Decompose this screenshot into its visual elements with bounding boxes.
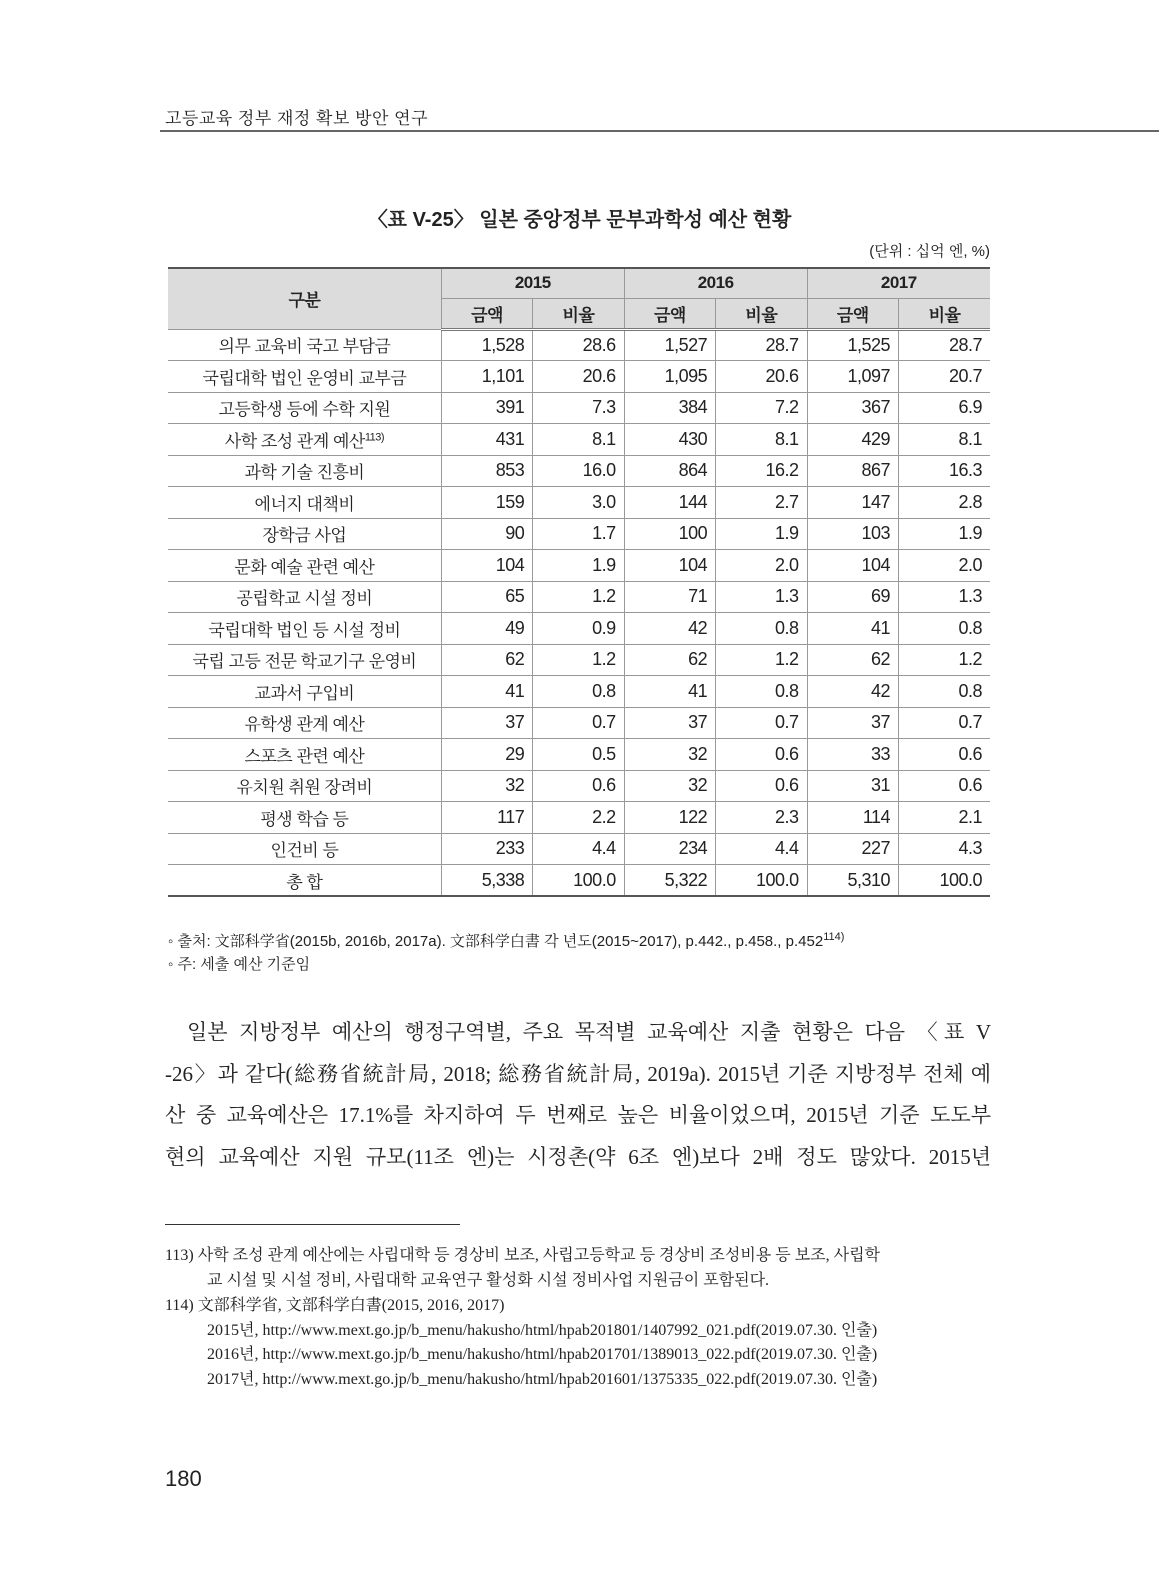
row-label — [168, 518, 441, 550]
amount-cell: 864 — [624, 455, 715, 487]
ratio-cell: 3.0 — [533, 487, 624, 519]
footnote-113-cont: 교 시설 및 시설 정비, 사립대학 교육연구 활성화 시설 정비사업 지원금이 포함된다. — [207, 1272, 770, 1289]
ratio-cell: 0.7 — [533, 707, 624, 739]
ratio-cell: 0.8 — [899, 613, 990, 645]
ratio-cell: 8.1 — [716, 424, 807, 456]
ratio-cell: 1.2 — [533, 644, 624, 676]
amount-cell: 41 — [624, 676, 715, 708]
source-footnote-ref: 114) — [823, 931, 845, 943]
ratio-cell: 4.4 — [533, 833, 624, 865]
page-number: 180 — [165, 1466, 202, 1491]
amount-cell: 227 — [807, 833, 898, 865]
amount-cell: 33 — [807, 739, 898, 771]
ratio-cell: 2.0 — [716, 550, 807, 582]
table-row — [168, 329, 990, 361]
amount-cell: 104 — [441, 550, 532, 582]
amount-cell: 90 — [441, 518, 532, 550]
amount-cell: 104 — [624, 550, 715, 582]
table-row — [168, 487, 990, 519]
footnote-114: 114) 文部科学省, 文部科学白書(2015, 2016, 2017) — [165, 1297, 505, 1314]
row-label — [168, 865, 441, 897]
ratio-cell: 1.9 — [533, 550, 624, 582]
amount-cell: 42 — [624, 613, 715, 645]
row-label — [168, 770, 441, 802]
amount-cell: 367 — [807, 392, 898, 424]
ratio-cell: 100.0 — [533, 865, 624, 897]
amount-cell: 114 — [807, 802, 898, 834]
ratio-cell: 0.6 — [533, 770, 624, 802]
amount-cell: 100 — [624, 518, 715, 550]
amount-cell: 431 — [441, 424, 532, 456]
row-label — [168, 581, 441, 613]
row-label-text: 국립 고등 전문 학교기구 운영비 — [192, 652, 417, 672]
amount-cell: 32 — [624, 770, 715, 802]
row-label — [168, 329, 441, 361]
ratio-cell: 1.3 — [716, 581, 807, 613]
row-label — [168, 392, 441, 424]
amount-cell: 430 — [624, 424, 715, 456]
amount-cell: 103 — [807, 518, 898, 550]
footnote-114-link: 2016년, http://www.mext.go.jp/b_menu/hakusho/html/hpab201701/1389013_022.pdf(2019.07.30. 인출) — [207, 1346, 878, 1363]
row-label-text: 평생 학습 등 — [260, 809, 349, 829]
ratio-header: 비율 — [899, 298, 990, 329]
ratio-header: 비율 — [533, 298, 624, 329]
year-header: 2015 — [441, 268, 624, 298]
row-label — [168, 802, 441, 834]
ratio-cell: 2.8 — [899, 487, 990, 519]
ratio-cell: 6.9 — [899, 392, 990, 424]
ratio-cell: 1.2 — [716, 644, 807, 676]
amount-cell: 37 — [624, 707, 715, 739]
amount-cell: 37 — [807, 707, 898, 739]
amount-cell: 853 — [441, 455, 532, 487]
row-label-text: 스포츠 관련 예산 — [244, 746, 365, 766]
amount-cell: 147 — [807, 487, 898, 519]
table-row — [168, 581, 990, 613]
row-label-text: 문화 예술 관련 예산 — [234, 557, 375, 577]
body-paragraph-line: 현의 교육예산 지원 규모(11조 엔)는 시정촌(약 6조 엔)보다 2배 정도 많았다. 2015년 — [165, 1145, 991, 1169]
table-row — [168, 455, 990, 487]
table-row — [168, 392, 990, 424]
ratio-cell: 2.7 — [716, 487, 807, 519]
table-row — [168, 865, 990, 897]
amount-cell: 104 — [807, 550, 898, 582]
amount-cell: 159 — [441, 487, 532, 519]
ratio-cell: 0.6 — [899, 739, 990, 771]
table-title: 〈표 V-25〉 일본 중앙정부 문부과학성 예산 현황 — [367, 209, 792, 231]
row-label — [168, 833, 441, 865]
amount-cell: 62 — [807, 644, 898, 676]
row-label-text: 인건비 등 — [270, 841, 339, 861]
ratio-cell: 16.2 — [716, 455, 807, 487]
amount-cell: 384 — [624, 392, 715, 424]
ratio-cell: 1.9 — [899, 518, 990, 550]
amount-header: 금액 — [441, 298, 532, 329]
table-row — [168, 770, 990, 802]
table-row — [168, 676, 990, 708]
amount-cell: 1,101 — [441, 361, 532, 393]
table-row — [168, 739, 990, 771]
row-label — [168, 676, 441, 708]
row-label-text: 사학 조성 관계 예산 — [224, 431, 365, 451]
amount-cell: 144 — [624, 487, 715, 519]
amount-cell: 234 — [624, 833, 715, 865]
note-text: ◦ 주: 세출 예산 기준임 — [168, 956, 311, 973]
amount-cell: 1,528 — [441, 329, 532, 361]
table-row — [168, 361, 990, 393]
amount-cell: 391 — [441, 392, 532, 424]
ratio-cell: 0.8 — [716, 613, 807, 645]
amount-cell: 233 — [441, 833, 532, 865]
amount-cell: 37 — [441, 707, 532, 739]
table-row — [168, 613, 990, 645]
body-paragraph-line: 산 중 교육예산은 17.1%를 차지하여 두 번째로 높은 비율이었으며, 2015년 기준 도도부 — [165, 1103, 991, 1127]
ratio-cell: 0.8 — [899, 676, 990, 708]
amount-cell: 32 — [441, 770, 532, 802]
ratio-cell: 0.7 — [716, 707, 807, 739]
ratio-cell: 0.7 — [899, 707, 990, 739]
ratio-cell: 1.3 — [899, 581, 990, 613]
amount-cell: 71 — [624, 581, 715, 613]
amount-cell: 1,527 — [624, 329, 715, 361]
ratio-cell: 0.6 — [899, 770, 990, 802]
ratio-cell: 1.2 — [899, 644, 990, 676]
source-note — [168, 930, 844, 951]
footnote-114-link: 2015년, http://www.mext.go.jp/b_menu/hakusho/html/hpab201801/1407992_021.pdf(2019.07.30. 인출) — [207, 1322, 878, 1339]
ratio-cell: 20.6 — [716, 361, 807, 393]
ratio-cell: 100.0 — [716, 865, 807, 897]
footnote-113: 113) 사학 조성 관계 예산에는 사립대학 등 경상비 보조, 사립고등학교 등 경상비 조성비용 등 보조, 사립학 — [165, 1247, 880, 1264]
row-label-text: 고등학생 등에 수학 지원 — [218, 400, 391, 420]
row-label-text: 유치원 취원 장려비 — [236, 778, 373, 798]
body-paragraph-line: 일본 지방정부 예산의 행정구역별, 주요 목적별 교육예산 지출 현황은 다음 〈표 V — [187, 1020, 991, 1044]
table-row — [168, 518, 990, 550]
amount-cell: 429 — [807, 424, 898, 456]
amount-cell: 69 — [807, 581, 898, 613]
row-label-text: 총 합 — [286, 872, 323, 892]
amount-cell: 1,097 — [807, 361, 898, 393]
ratio-cell: 1.9 — [716, 518, 807, 550]
amount-cell: 117 — [441, 802, 532, 834]
ratio-cell: 4.4 — [716, 833, 807, 865]
ratio-cell: 2.2 — [533, 802, 624, 834]
row-label — [168, 424, 441, 456]
table-row — [168, 707, 990, 739]
row-label-text: 유학생 관계 예산 — [244, 715, 365, 735]
row-label — [168, 739, 441, 771]
amount-cell: 32 — [624, 739, 715, 771]
ratio-cell: 7.3 — [533, 392, 624, 424]
ratio-cell: 28.7 — [899, 329, 990, 361]
amount-cell: 65 — [441, 581, 532, 613]
amount-header: 금액 — [624, 298, 715, 329]
row-label-text: 장학금 사업 — [262, 526, 347, 546]
row-header: 구분 — [168, 268, 441, 329]
ratio-cell: 0.8 — [716, 676, 807, 708]
ratio-cell: 0.9 — [533, 613, 624, 645]
year-header: 2016 — [624, 268, 807, 298]
table-row — [168, 424, 990, 456]
ratio-cell: 8.1 — [533, 424, 624, 456]
ratio-cell: 100.0 — [899, 865, 990, 897]
table-body — [168, 329, 990, 896]
row-label-text: 교과서 구입비 — [254, 683, 355, 703]
amount-cell: 31 — [807, 770, 898, 802]
amount-cell: 5,322 — [624, 865, 715, 897]
row-label-text: 공립학교 시설 정비 — [236, 589, 373, 609]
ratio-cell: 0.6 — [716, 770, 807, 802]
ratio-cell: 20.7 — [899, 361, 990, 393]
ratio-cell: 1.2 — [533, 581, 624, 613]
source-text: ◦ 출처: 文部科学省(2015b, 2016b, 2017a). 文部科学白書 각 년도(2015~2017), p.442., p.458., p.452 — [168, 933, 824, 950]
row-label — [168, 487, 441, 519]
table-row — [168, 833, 990, 865]
amount-cell: 62 — [624, 644, 715, 676]
ratio-cell: 4.3 — [899, 833, 990, 865]
amount-cell: 29 — [441, 739, 532, 771]
ratio-header: 비율 — [716, 298, 807, 329]
amount-cell: 42 — [807, 676, 898, 708]
ratio-cell: 28.7 — [716, 329, 807, 361]
amount-header: 금액 — [807, 298, 898, 329]
row-label — [168, 455, 441, 487]
table-row — [168, 644, 990, 676]
amount-cell: 49 — [441, 613, 532, 645]
ratio-cell: 2.0 — [899, 550, 990, 582]
ratio-cell: 1.7 — [533, 518, 624, 550]
ratio-cell: 16.0 — [533, 455, 624, 487]
row-label-text: 국립대학 법인 등 시설 정비 — [208, 620, 401, 640]
footnote-ref: 113) — [364, 431, 385, 444]
ratio-cell: 0.8 — [533, 676, 624, 708]
amount-cell: 62 — [441, 644, 532, 676]
amount-cell: 5,310 — [807, 865, 898, 897]
ratio-cell: 0.5 — [533, 739, 624, 771]
ratio-cell: 2.3 — [716, 802, 807, 834]
amount-cell: 5,338 — [441, 865, 532, 897]
footnote-114-link: 2017년, http://www.mext.go.jp/b_menu/hakusho/html/hpab201601/1375335_022.pdf(2019.07.30. 인출) — [207, 1371, 878, 1388]
table-row — [168, 802, 990, 834]
amount-cell: 1,525 — [807, 329, 898, 361]
row-label — [168, 361, 441, 393]
ratio-cell: 20.6 — [533, 361, 624, 393]
ratio-cell: 2.1 — [899, 802, 990, 834]
row-label — [168, 644, 441, 676]
running-header: 고등교육 정부 재정 확보 방안 연구 — [165, 109, 429, 128]
row-label — [168, 550, 441, 582]
amount-cell: 122 — [624, 802, 715, 834]
amount-cell: 867 — [807, 455, 898, 487]
header-rule — [160, 130, 1159, 132]
footnote-rule — [165, 1224, 460, 1225]
row-label-text: 국립대학 법인 운영비 교부금 — [202, 368, 407, 388]
row-label — [168, 707, 441, 739]
ratio-cell: 0.6 — [716, 739, 807, 771]
ratio-cell: 16.3 — [899, 455, 990, 487]
ratio-cell: 7.2 — [716, 392, 807, 424]
ratio-cell: 8.1 — [899, 424, 990, 456]
amount-cell: 1,095 — [624, 361, 715, 393]
row-label — [168, 613, 441, 645]
year-header: 2017 — [807, 268, 990, 298]
row-label-text: 과학 기술 진흥비 — [244, 463, 365, 483]
ratio-cell: 28.6 — [533, 329, 624, 361]
table-unit: (단위 : 십억 엔, %) — [869, 243, 990, 260]
budget-table — [168, 267, 990, 897]
amount-cell: 41 — [807, 613, 898, 645]
row-label-text: 의무 교육비 국고 부담금 — [218, 337, 391, 357]
table-row — [168, 550, 990, 582]
body-paragraph-line: -26〉과 같다(総務省統計局, 2018; 総務省統計局, 2019a). 2015년 기준 지방정부 전체 예 — [165, 1062, 991, 1086]
amount-cell: 41 — [441, 676, 532, 708]
row-label-text: 에너지 대책비 — [254, 494, 355, 514]
